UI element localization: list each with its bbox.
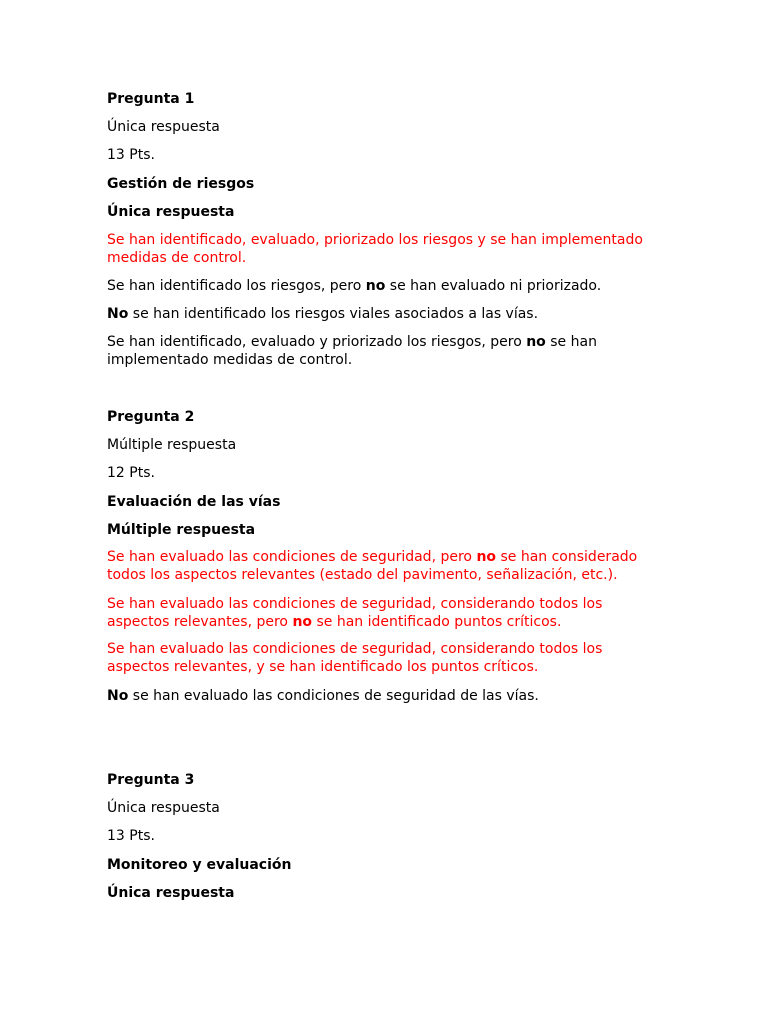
emphasis-no: No — [107, 688, 129, 704]
emphasis-no: no — [292, 613, 313, 630]
question-2-instruction: Múltiple respuesta — [107, 522, 256, 538]
emphasis-no: no — [526, 334, 546, 350]
question-3-instruction: Única respuesta — [107, 885, 235, 901]
question-2-option-2: Se han evaluado las condiciones de seguridad, considerando todos los aspectos relevantes, pero no se han identificado puntos críticos. — [107, 596, 603, 630]
question-1-title: Pregunta 1 — [107, 91, 195, 107]
question-3-points: 13 Pts. — [107, 828, 155, 844]
question-2-option-1: Se han evaluado las condiciones de seguridad, pero no se han considerado todos los aspectos relevantes (estado del pavimento, señalización, etc.). — [107, 549, 638, 583]
emphasis-no: no — [365, 278, 386, 294]
emphasis-no: no — [476, 549, 497, 565]
question-3-title: Pregunta 3 — [107, 772, 195, 788]
question-1-option-4: Se han identificado, evaluado y priorizado los riesgos, pero no se han implementado medidas de control. — [107, 334, 597, 368]
question-2-title: Pregunta 2 — [107, 409, 195, 425]
question-1-option-2: Se han identificado los riesgos, pero no se han evaluado ni priorizado. — [107, 278, 602, 294]
question-1-instruction: Única respuesta — [107, 204, 235, 220]
question-2-topic: Evaluación de las vías — [107, 494, 281, 510]
emphasis-no: No — [107, 306, 129, 322]
question-1-type: Única respuesta — [107, 119, 220, 135]
question-2-points: 12 Pts. — [107, 465, 155, 481]
question-3-topic: Monitoreo y evaluación — [107, 857, 292, 873]
question-2-option-3: Se han evaluado las condiciones de seguridad, considerando todos los aspectos relevantes, y se han identificado los puntos críticos. — [107, 641, 603, 675]
question-1-option-3: No se han identificado los riesgos viales asociados a las vías. — [107, 306, 539, 322]
question-2-option-4: No se han evaluado las condiciones de seguridad de las vías. — [107, 688, 539, 704]
question-2-type: Múltiple respuesta — [107, 437, 237, 453]
question-1-option-1: Se han identificado, evaluado, priorizado los riesgos y se han implementado medidas de control. — [107, 232, 643, 266]
question-1-topic: Gestión de riesgos — [107, 176, 255, 192]
question-1-points: 13 Pts. — [107, 147, 155, 163]
question-3-type: Única respuesta — [107, 800, 220, 816]
